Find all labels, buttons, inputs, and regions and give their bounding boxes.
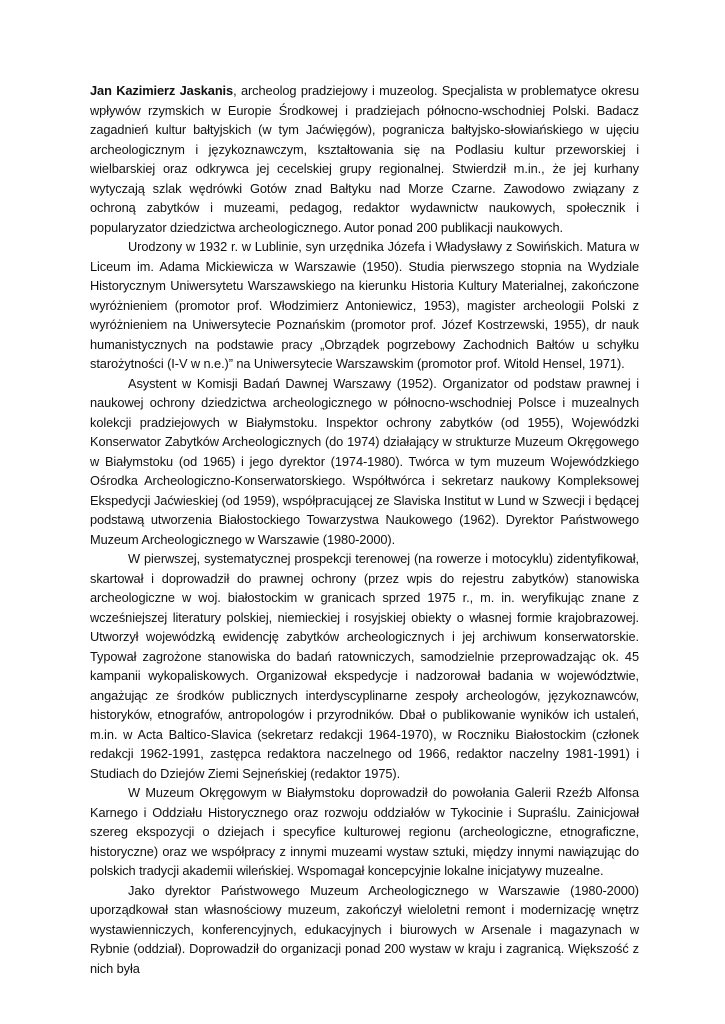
lead-text: , archeolog pradziejowy i muzeolog. Specjalista w problematyce okresu wpływów rzymskich w Europie Środkowej i pradziejach północno-wschodniej Polski. Badacz zagadnień kultur bałtyjskich (w tym Jaćwięgów), pogranicza bałtyjsko-słowiańskiego w ujęciu archeologicznym i językoznawczym, kształtowania się na Podlasiu kultur przeworskiej i wielbarskiej oraz odkrywca jej cecelskiej grupy regionalnej. Stwierdził m.in., że jej kurhany wytyczają szlak wędrówki Gotów znad Bałtyku nad Morze Czarne. Zawodowo związany z ochroną zabytków i muzeami, pedagog, redaktor wydawnictw naukowych, społecznik i popularyzator dziedzictwa archeologicznego. Autor ponad 200 publikacji naukowych. <box>90 83 639 235</box>
person-name: Jan Kazimierz Jaskanis <box>90 83 234 98</box>
paragraph-career: Asystent w Komisji Badań Dawnej Warszawy (1952). Organizator od podstaw prawnej i naukowej ochrony dziedzictwa archeologicznego w północno-wschodniej Polsce i muzealnych kolekcji pradziejowych w Białymstoku. Inspektor ochrony zabytków (od 1955), Wojewódzki Konserwator Zabytków Archeologicznych (do 1974) działający w strukturze Muzeum Okręgowego w Białymstoku (od 1965) i jego dyrektor (1974-1980). Twórca w tym muzeum Wojewódzkiego Ośrodka Archeologiczno-Konserwatorskiego. Współtwórca i sekretarz naukowy Kompleksowej Ekspedycji Jaćwieskiej (od 1959), współpracującej ze Slaviska Institut w Lund w Szwecji i będącej podstawą utworzenia Białostockiego Towarzystwa Naukowego (1962). Dyrektor Państwowego Muzeum Archeologicznego w Warszawie (1980-2000). <box>90 375 639 547</box>
paragraph-fieldwork: W pierwszej, systematycznej prospekcji terenowej (na rowerze i motocyklu) zidentyfikował, skartował i doprowadził do prawnej ochrony (przez wpis do rejestru zabytków) stanowiska archeologiczne w woj. białostockim w granicach sprzed 1975 r., m. in. weryfikując znane z wcześniejszej literatury polskiej, niemieckiej i rosyjskiej obiekty o własnej formie krajobrazowej. Utworzył wojewódzką ewidencję zabytków archeologicznych i jej archiwum konserwatorskie. Typował zagrożone stanowiska do badań ratowniczych, samodzielnie przeprowadzając ok. 45 kampanii wykopaliskowych. Organizował ekspedycje i nadzorował badania w województwie, angażując ze środków publicznych interdyscyplinarne zespoły archeologów, językoznawców, historyków, etnografów, antropologów i przyrodników. Dbał o publikowanie wyników ich ustaleń, m.in. w Acta Baltico-Slavica (sekretarz redakcji 1964-1970), w Roczniku Białostockim (członek redakcji 1962-1991, zastępca redaktora naczelnego od 1966, redaktor naczelny 1981-1991) i Studiach do Dziejów Ziemi Sejneńskiej (redaktor 1975). <box>90 551 639 781</box>
paragraph-education: Urodzony w 1932 r. w Lublinie, syn urzędnika Józefa i Władysławy z Sowińskich. Matura w Liceum im. Adama Mickiewicza w Warszawie (1950). Studia pierwszego stopnia na Wydziale Historycznym Uniwersytetu Warszawskiego na kierunku Historia Kultury Materialnej, zakończone wyróżnieniem (promotor prof. Włodzimierz Antoniewicz, 1953), magister archeologii Polski z wyróżnieniem na Uniwersytecie Poznańskim (promotor prof. Józef Kostrzewski, 1955), dr nauk humanistycznych na podstawie pracy „Obrządek pogrzebowy Zachodnich Bałtów u schyłku starożytności (I-V w n.e.)” na Uniwersytecie Warszawskim (promotor prof. Witold Hensel, 1971). <box>90 239 639 371</box>
paragraph-museum-warsaw: Jako dyrektor Państwowego Muzeum Archeologicznego w Warszawie (1980-2000) uporządkował stan własnościowy muzeum, zakończył wieloletni remont i modernizację wnętrz wystawienniczych, konferencyjnych, edukacyjnych i biurowych w Arsenale i magazynach w Rybnie (oddział). Doprowadził do organizacji ponad 200 wystaw w kraju i zagranicą. Większość z nich była <box>90 882 639 976</box>
lead-paragraph <box>90 81 639 237</box>
paragraph-museum-bialystok: W Muzeum Okręgowym w Białymstoku doprowadził do powołania Galerii Rzeźb Alfonsa Karnego i Oddziału Historycznego oraz rozwoju oddziałów w Tykocinie i Supraślu. Zainicjował szereg ekspozycji o dziejach i specyfice kulturowej regionu (archeologiczne, etnograficzne, historyczne) oraz we współpracy z innymi muzeami wystaw sztuki, między innymi nawiązując do polskich tradycji akademii wileńskiej. Wspomagał koncepcyjnie lokalne inicjatywy muzealne. <box>90 785 639 878</box>
